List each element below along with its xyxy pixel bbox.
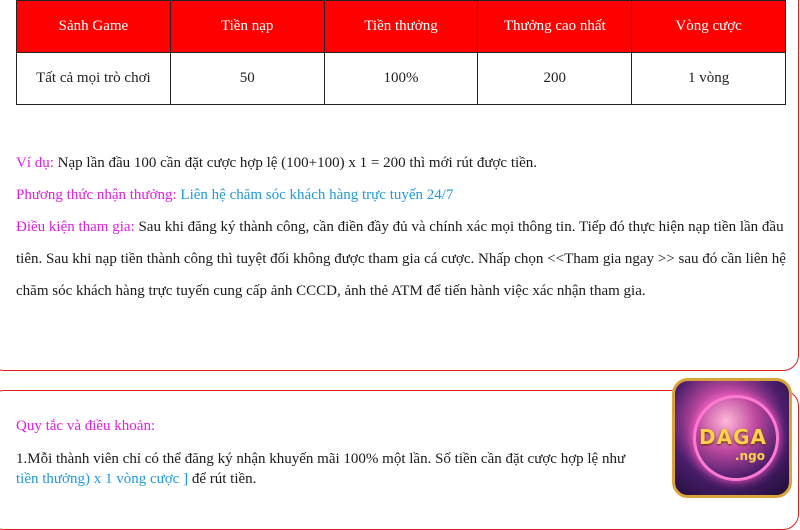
cell-wager-rounds: 1 vòng <box>632 53 786 105</box>
rules-item-1-tail: để rút tiền. <box>188 471 257 487</box>
header-deposit: Tiền nạp <box>170 1 324 53</box>
table-header-row <box>17 1 786 53</box>
header-bonus: Tiền thưởng <box>324 1 478 53</box>
promo-table <box>16 0 786 105</box>
logo-brand: DAGA <box>699 425 767 449</box>
rules-title-text: Quy tắc và điều khoản: <box>16 418 156 434</box>
conditions-paragraph <box>16 211 786 307</box>
example-label: Ví dụ: <box>16 155 54 171</box>
header-wager-rounds: Vòng cược <box>632 1 786 53</box>
header-max-bonus: Thưởng cao nhất <box>478 1 632 53</box>
cell-bonus: 100% <box>324 53 478 105</box>
cell-deposit: 50 <box>170 53 324 105</box>
method-label: Phương thức nhận thưởng: <box>16 187 177 203</box>
rules-title <box>16 410 786 442</box>
logo-tld: .ngo <box>735 449 765 463</box>
rules-item-1-highlight: tiền thưởng) x 1 vòng cược ] <box>16 471 189 487</box>
header-game-hall: Sảnh Game <box>17 1 171 53</box>
method-paragraph <box>16 179 786 211</box>
rules-item-1-text: 1.Mỗi thành viên chỉ có thể đăng ký nhận khuyến mãi 100% một lần. Số tiền cần đặt cược hợp lệ như <box>16 451 626 467</box>
cell-max-bonus: 200 <box>478 53 632 105</box>
example-paragraph <box>16 147 786 179</box>
method-text: Liên hệ chăm sóc khách hàng trực tuyến 24/7 <box>176 187 454 203</box>
cell-game-hall: Tất cả mọi trò chơi <box>17 53 171 105</box>
example-text: Nạp lần đầu 100 cần đặt cược hợp lệ (100+100) x 1 = 200 thì mới rút được tiền. <box>53 155 538 171</box>
daga-logo <box>672 378 792 498</box>
conditions-text: Sau khi đăng ký thành công, cần điền đầy đủ và chính xác mọi thông tin. Tiếp đó thực hiện nạp tiền lần đầu tiên. Sau khi nạp tiền thành công thì tuyệt đối không được tham gia cá cược. Nhấp chọn <<Tham gia ngay >> sau đó cần liên hệ chăm sóc khách hàng trực tuyến cung cấp ảnh CCCD, ảnh thẻ ATM để tiến hành việc xác nhận tham gia. <box>16 219 786 299</box>
table-row <box>17 53 786 105</box>
rules-item-1-cont <box>16 466 786 492</box>
conditions-label: Điều kiện tham gia: <box>16 219 135 235</box>
